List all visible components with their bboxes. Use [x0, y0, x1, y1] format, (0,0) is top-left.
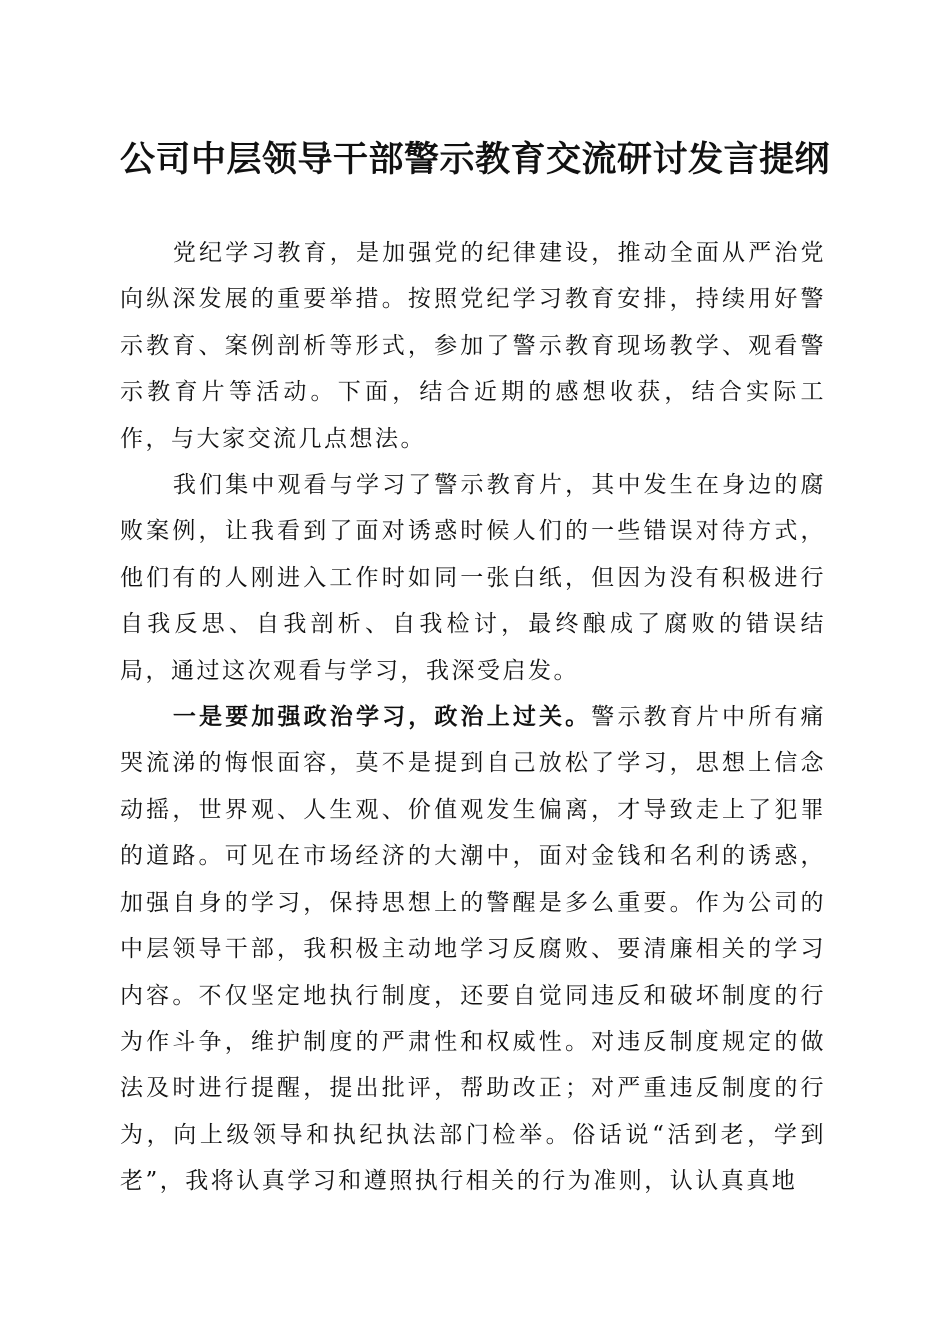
- paragraph-point-one-text: 警示教育片中所有痛哭流涕的悔恨面容，莫不是提到自己放松了学习，思想上信念动摇，世界观、人生观、价值观发生偏离，才导致走上了犯罪的道路。可见在市场经济的大潮中，面对金钱和名利的诱惑，加强自身的学习，保持思想上的警醒是多么重要。作为公司的中层领导干部，我积极主动地学习反腐败、要清廉相关的学习内容。不仅坚定地执行制度，还要自觉同违反和破坏制度的行为作斗争，维护制度的严肃性和权威性。对违反制度规定的做法及时进行提醒，提出批评，帮助改正；对严重违反制度的行为，向上级领导和执纪执法部门检举。俗话说“活到老，学到老”，我将认真学习和遵照执行相关的行为准则，认认真真地: [120, 704, 826, 1195]
- paragraph-intro-text: 党纪学习教育，是加强党的纪律建设，推动全面从严治党向纵深发展的重要举措。按照党纪学习教育安排，持续用好警示教育、案例剖析等形式，参加了警示教育现场教学、观看警示教育片等活动。下面，结合近期的感想收获，结合实际工作，与大家交流几点想法。: [120, 240, 826, 452]
- document-title: 公司中层领导干部警示教育交流研讨发言提纲: [119, 139, 830, 180]
- paragraph-point-one-lead: 一是要加强政治学习，政治上过关。: [172, 703, 592, 731]
- paragraph-warning-film: [120, 462, 826, 694]
- paragraph-point-one: [120, 694, 826, 1204]
- paragraph-intro: [120, 230, 826, 462]
- document-body: [120, 230, 826, 1205]
- paragraph-warning-film-text: 我们集中观看与学习了警示教育片，其中发生在身边的腐败案例，让我看到了面对诱惑时候人们的一些错误对待方式，他们有的人刚进入工作时如同一张白纸，但因为没有积极进行自我反思、自我剖析、自我检讨，最终酿成了腐败的错误结局，通过这次观看与学习，我深受启发。: [120, 472, 826, 684]
